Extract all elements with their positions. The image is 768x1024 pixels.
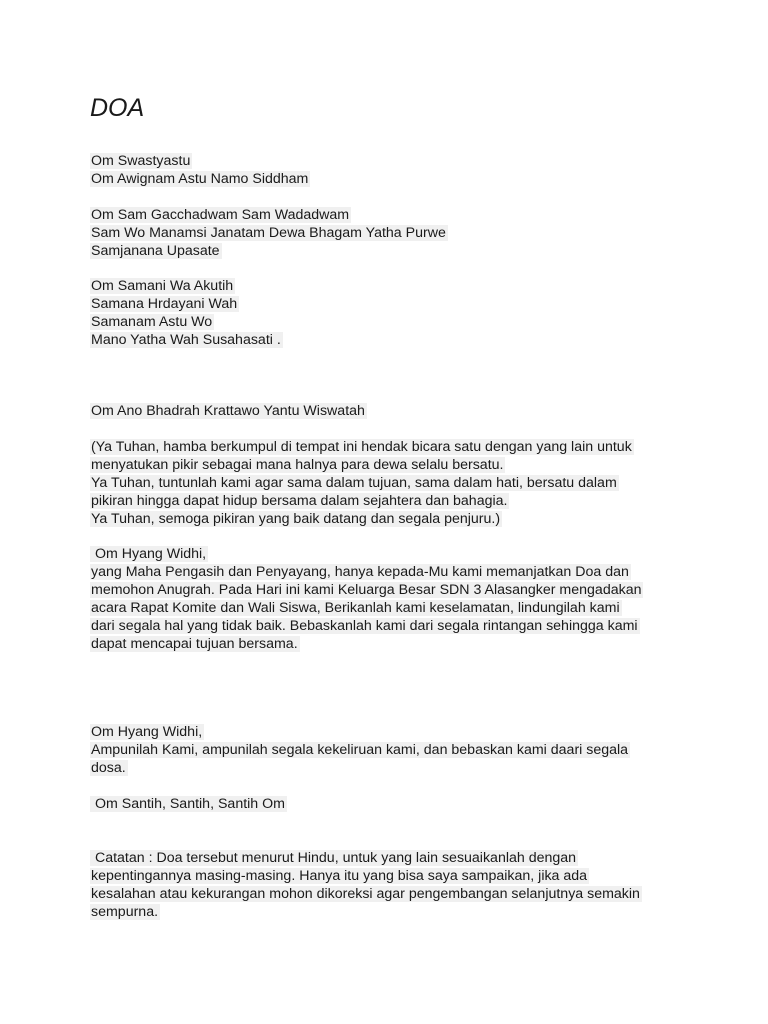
text-line: menyatukan pikir sebagai mana halnya para dewa selalu bersatu. bbox=[91, 457, 504, 473]
text-line: Mano Yatha Wah Susahasati . bbox=[91, 332, 281, 348]
text-line: Om Santih, Santih, Santih Om bbox=[91, 796, 285, 812]
text-line: Sam Wo Manamsi Janatam Dewa Bhagam Yatha Purwe bbox=[91, 225, 446, 241]
text-line: Ampunilah Kami, ampunilah segala kekeliruan kami, dan bebaskan kami daari segala bbox=[91, 742, 629, 758]
paragraph-note bbox=[90, 849, 642, 921]
text-line: dari segala hal yang tidak baik. Bebaskanlah kami dari segala rintangan sehingga kami bbox=[91, 618, 638, 634]
text-line: Om Hyang Widhi, bbox=[91, 724, 203, 740]
paragraph-prayer-1 bbox=[90, 545, 643, 653]
text-line: acara Rapat Komite dan Wali Siswa, Berikanlah kami keselamatan, lindungilah kami bbox=[91, 600, 620, 616]
text-line: pikiran hingga dapat hidup bersama dalam sejahtera dan bahagia. bbox=[91, 493, 508, 509]
text-line: Om Awignam Astu Namo Siddham bbox=[91, 171, 309, 187]
text-line: Catatan : Doa tersebut menurut Hindu, untuk yang lain sesuaikanlah dengan bbox=[91, 850, 577, 866]
paragraph-opening-greeting bbox=[90, 152, 310, 188]
text-line: Ya Tuhan, tuntunlah kami agar sama dalam tujuan, sama dalam hati, bersatu dalam bbox=[91, 475, 617, 491]
text-line: Om Sam Gacchadwam Sam Wadadwam bbox=[91, 207, 350, 223]
text-line: Samanam Astu Wo bbox=[91, 314, 213, 330]
text-line: yang Maha Pengasih dan Penyayang, hanya kepada-Mu kami memanjatkan Doa dan bbox=[91, 564, 629, 580]
paragraph-mantra-3 bbox=[90, 402, 367, 420]
text-line: dapat mencapai tujuan bersama. bbox=[91, 636, 298, 652]
text-line: Om Ano Bhadrah Krattawo Yantu Wiswatah bbox=[91, 403, 365, 419]
text-line: dosa. bbox=[91, 760, 126, 776]
text-line: memohon Anugrah. Pada Hari ini kami Keluarga Besar SDN 3 Alasangker mengadakan bbox=[91, 582, 642, 598]
text-line: Om Swastyastu bbox=[91, 153, 191, 169]
text-line: Om Hyang Widhi, bbox=[91, 546, 207, 562]
text-line: kepentingannya masing-masing. Hanya itu yang bisa saya sampaikan, jika ada bbox=[91, 868, 588, 884]
paragraph-mantra-2 bbox=[90, 277, 283, 349]
text-line: Ya Tuhan, semoga pikiran yang baik datang dan segala penjuru.) bbox=[91, 511, 501, 527]
text-line: (Ya Tuhan, hamba berkumpul di tempat ini hendak bicara satu dengan yang lain untuk bbox=[91, 439, 632, 455]
text-line: Om Samani Wa Akutih bbox=[91, 278, 234, 294]
text-line: sempurna. bbox=[91, 904, 159, 920]
text-line: Samana Hrdayani Wah bbox=[91, 296, 238, 312]
paragraph-prayer-2 bbox=[90, 723, 630, 777]
text-line: Samjanana Upasate bbox=[91, 243, 220, 259]
text-line: kesalahan atau kekurangan mohon dikoreksi agar pengembangan selanjutnya semakin bbox=[91, 886, 640, 902]
paragraph-mantra-1 bbox=[90, 206, 448, 260]
paragraph-translation bbox=[90, 438, 634, 528]
paragraph-closing-mantra bbox=[90, 795, 287, 813]
page-title: DOA bbox=[90, 94, 145, 122]
